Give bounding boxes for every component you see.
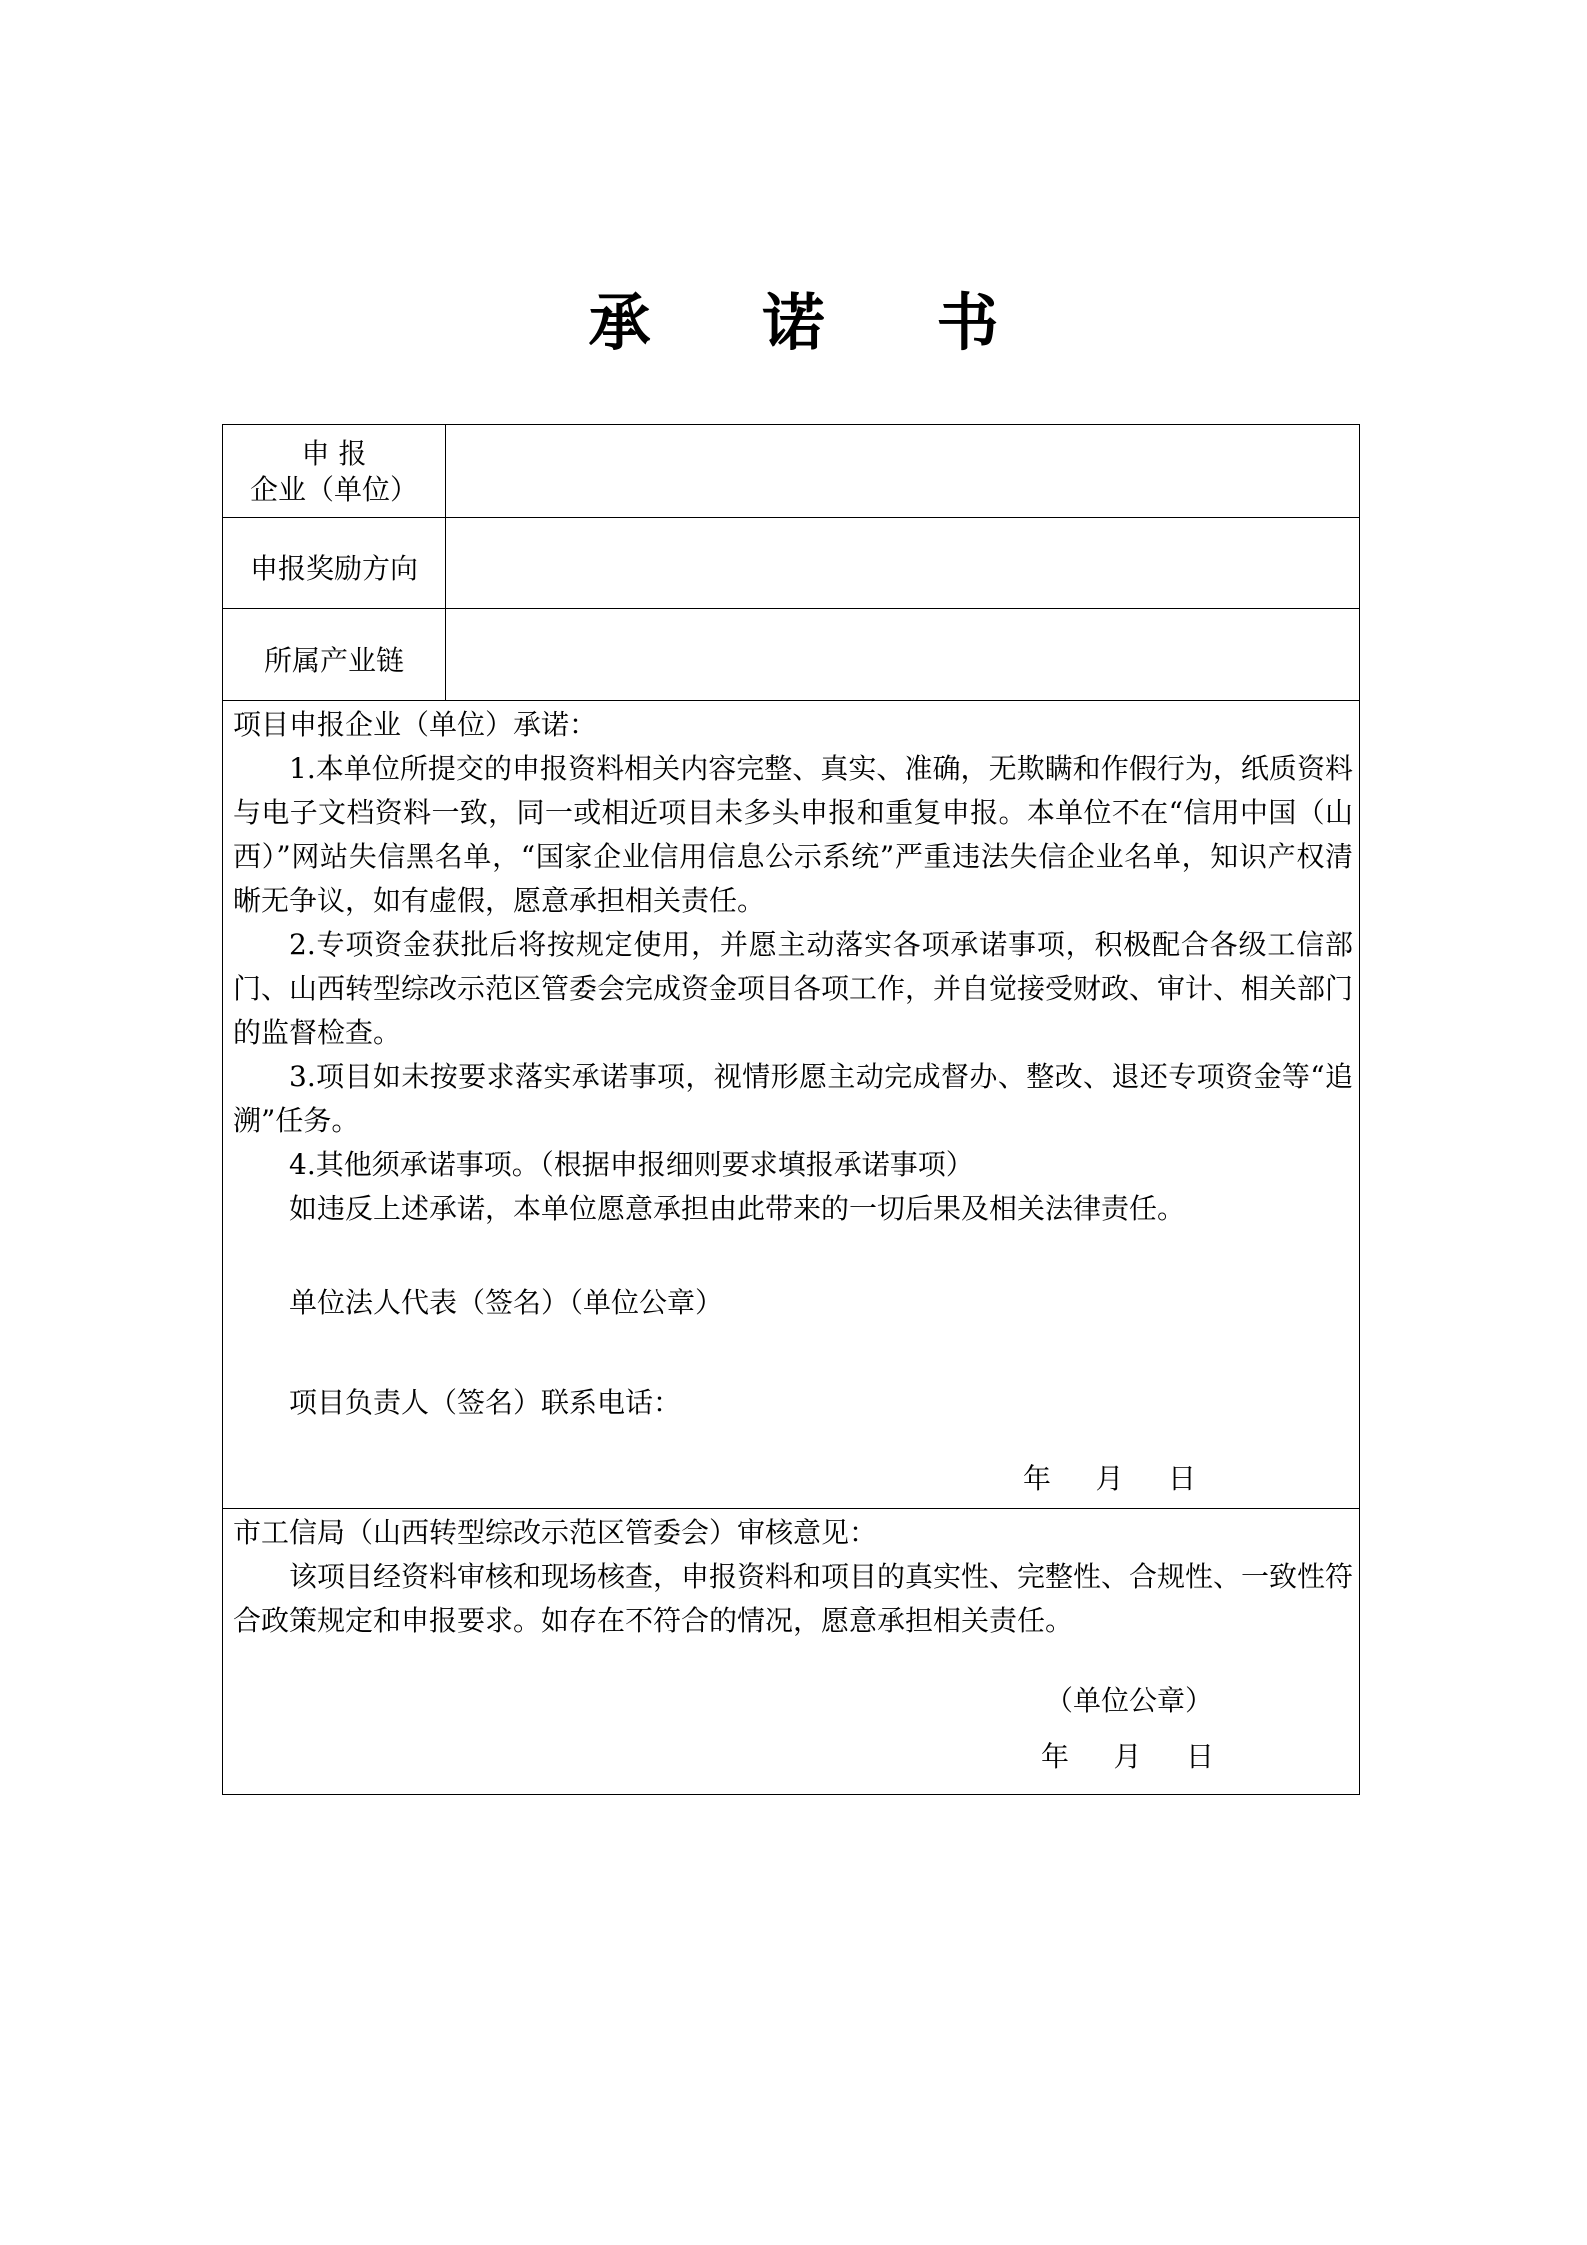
document-title	[0, 278, 1587, 368]
title-char-2: 诺	[762, 286, 825, 359]
industry-chain-label: 所属产业链	[263, 644, 404, 677]
pledge-heading: 项目申报企业（单位）承诺：	[233, 708, 598, 741]
row-divider-3	[223, 700, 1359, 701]
pledge-item-3: 3.项目如未按要求落实承诺事项，视情形愿主动完成督办、整改、退还专项资金等“追溯”任务。	[233, 1060, 1353, 1137]
applicant-label	[223, 436, 445, 508]
review-opinion-text: 该项目经资料审核和现场核查，申报资料和项目的真实性、完整性、合规性、一致性符合政策规定和申报要求。如存在不符合的情况，愿意承担相关责任。	[233, 1560, 1354, 1637]
applicant-label-line2: 企业（单位）	[249, 473, 418, 506]
pledge-closing: 如违反上述承诺，本单位愿意承担由此带来的一切后果及相关法律责任。	[289, 1192, 1186, 1225]
title-char-1: 承	[588, 286, 651, 359]
pledge-form-table	[222, 424, 1360, 1795]
label-column-divider	[445, 425, 446, 700]
applicant-label-line1: 申 报	[301, 437, 367, 470]
pledge-date: 年 月 日	[1023, 1462, 1197, 1495]
row-divider-1	[223, 517, 1359, 518]
project-lead-signature-line: 项目负责人（签名）联系电话：	[289, 1386, 682, 1419]
pledge-item-4: 4.其他须承诺事项。（根据申报细则要求填报承诺事项）	[289, 1148, 974, 1181]
legal-representative-signature-line: 单位法人代表（签名）（单位公章）	[289, 1286, 724, 1319]
review-date: 年 月 日	[1041, 1740, 1215, 1773]
pledge-item-2: 2.专项资金获批后将按规定使用，并愿主动落实各项承诺事项，积极配合各级工信部门、山西转型综改示范区管委会完成资金项目各项工作，并自觉接受财政、审计、相关部门的监督检查。	[233, 928, 1354, 1049]
reward-direction-label: 申报奖励方向	[249, 552, 418, 585]
review-heading: 市工信局（山西转型综改示范区管委会）审核意见：	[233, 1516, 878, 1549]
review-seal-label: （单位公章）	[1045, 1684, 1214, 1717]
row-divider-2	[223, 608, 1359, 609]
row-divider-4	[223, 1508, 1359, 1509]
title-char-3: 书	[936, 286, 999, 359]
pledge-item-1: 1.本单位所提交的申报资料相关内容完整、真实、准确，无欺瞒和作假行为，纸质资料与电子文档资料一致，同一或相近项目未多头申报和重复申报。本单位不在“信用中国（山西）”网站失信黑名单，“国家企业信用信息公示系统”严重违法失信企业名单，知识产权清晰无争议，如有虚假，愿意承担相关责任。	[233, 752, 1353, 917]
